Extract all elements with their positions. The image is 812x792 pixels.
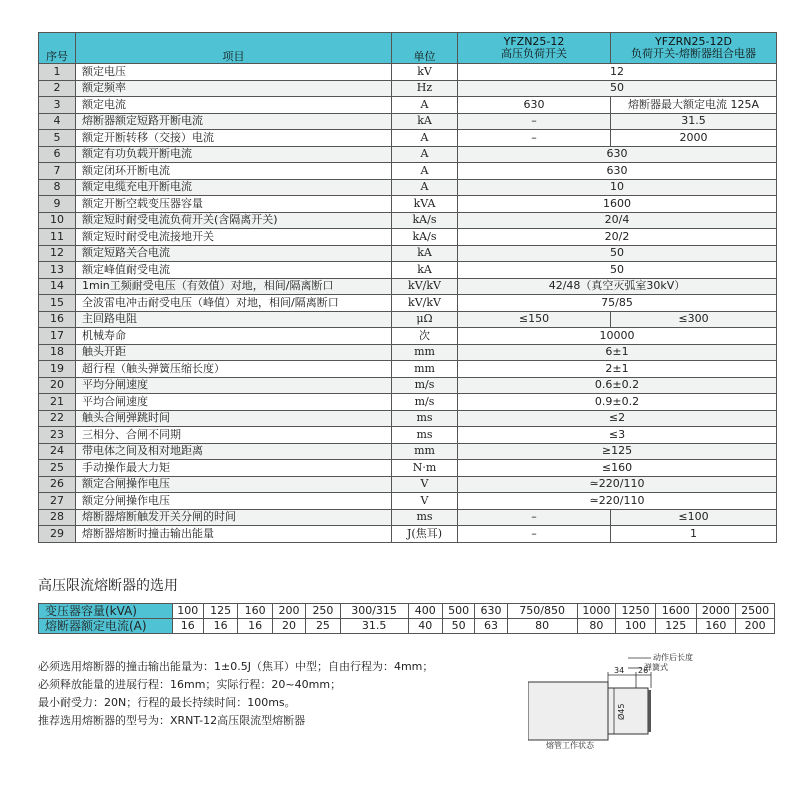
spec-header-row xyxy=(39,33,777,64)
row-number: 21 xyxy=(39,394,76,411)
header-col1-model: YFZN25-12 xyxy=(503,35,565,48)
row-item: 额定有功负载开断电流 xyxy=(76,146,392,163)
spec-row xyxy=(39,460,777,477)
row-item: 额定短时耐受电流接地开关 xyxy=(76,229,392,246)
row-item: 额定合闸操作电压 xyxy=(76,476,392,493)
spec-row xyxy=(39,443,777,460)
row-value-common: 6±1 xyxy=(458,344,777,361)
header-col2-desc: 负荷开关-熔断器组合电器 xyxy=(631,47,756,60)
row-item: 额定分闸操作电压 xyxy=(76,493,392,510)
row-value-common: 20/4 xyxy=(458,212,777,229)
row-number: 14 xyxy=(39,278,76,295)
spec-row xyxy=(39,179,777,196)
row-number: 18 xyxy=(39,344,76,361)
note-line: 最小耐受力：20N；行程的最长持续时间：100ms。 xyxy=(38,696,296,709)
note-line: 必须选用熔断器的撞击输出能量为：1±0.5J（焦耳）中型；自由行程为：4mm； xyxy=(38,660,434,673)
row-number: 5 xyxy=(39,130,76,147)
notes xyxy=(38,658,433,730)
transformer-capacity-cell: 500 xyxy=(442,604,474,619)
row-item: 额定短路关合电流 xyxy=(76,245,392,262)
row-item: 手动操作最大力矩 xyxy=(76,460,392,477)
row-number: 8 xyxy=(39,179,76,196)
row-value-common: ≤3 xyxy=(458,427,777,444)
spec-row xyxy=(39,196,777,213)
row-number: 29 xyxy=(39,526,76,543)
row-unit: ms xyxy=(392,410,458,427)
row-item: 额定开断转移（交接）电流 xyxy=(76,130,392,147)
row-unit: A xyxy=(392,146,458,163)
row-item: 额定峰值耐受电流 xyxy=(76,262,392,279)
header-item: 项目 xyxy=(76,33,392,64)
fuse-current-cell: 100 xyxy=(616,619,656,634)
fuse-current-cell: 160 xyxy=(696,619,736,634)
spec-row xyxy=(39,80,777,97)
row-value-yfzrn: 熔断器最大额定电流 125A xyxy=(611,97,777,114)
row-item: 触头合闸弹跳时间 xyxy=(76,410,392,427)
row-item: 全波雷电冲击耐受电压（峰值）对地，相间/隔离断口 xyxy=(76,295,392,312)
row-number: 17 xyxy=(39,328,76,345)
spec-row xyxy=(39,344,777,361)
selection-row2-label: 熔断器额定电流(A) xyxy=(39,619,173,634)
selection-row-current xyxy=(39,619,775,634)
row-unit: kV/kV xyxy=(392,295,458,312)
fuse-current-cell: 80 xyxy=(577,619,616,634)
row-number: 10 xyxy=(39,212,76,229)
row-number: 2 xyxy=(39,80,76,97)
row-value-common: ≤2 xyxy=(458,410,777,427)
transformer-capacity-cell: 630 xyxy=(475,604,507,619)
fuse-current-cell: 25 xyxy=(306,619,340,634)
spec-row xyxy=(39,146,777,163)
fuse-current-cell: 16 xyxy=(238,619,272,634)
spec-row xyxy=(39,212,777,229)
row-value-yfzn: – xyxy=(458,526,611,543)
header-no: 序号 xyxy=(39,33,76,64)
row-value-common: 50 xyxy=(458,245,777,262)
row-number: 22 xyxy=(39,410,76,427)
transformer-capacity-cell: 125 xyxy=(203,604,237,619)
row-unit: kA/s xyxy=(392,229,458,246)
selection-title: 高压限流熔断器的选用 xyxy=(38,578,178,594)
spec-row xyxy=(39,377,777,394)
row-value-common: 75/85 xyxy=(458,295,777,312)
fuse-current-cell: 200 xyxy=(736,619,775,634)
header-unit: 单位 xyxy=(392,33,458,64)
row-value-yfzrn: ≤100 xyxy=(611,509,777,526)
row-unit: mm xyxy=(392,443,458,460)
row-number: 3 xyxy=(39,97,76,114)
spec-row xyxy=(39,64,777,81)
row-unit: m/s xyxy=(392,377,458,394)
row-value-common: 20/2 xyxy=(458,229,777,246)
row-unit: A xyxy=(392,97,458,114)
transformer-capacity-cell: 2500 xyxy=(736,604,775,619)
row-unit: V xyxy=(392,493,458,510)
transformer-capacity-cell: 300/315 xyxy=(340,604,408,619)
spec-row xyxy=(39,526,777,543)
header-col2-model: YFZRN25-12D xyxy=(655,35,732,48)
transformer-capacity-cell: 1600 xyxy=(655,604,696,619)
row-number: 20 xyxy=(39,377,76,394)
row-item: 1min工频耐受电压（有效值）对地，相间/隔离断口 xyxy=(76,278,392,295)
row-number: 1 xyxy=(39,64,76,81)
row-item: 触头开距 xyxy=(76,344,392,361)
row-unit: mm xyxy=(392,361,458,378)
transformer-capacity-cell: 160 xyxy=(238,604,272,619)
row-value-common: 50 xyxy=(458,80,777,97)
row-value-yfzn: 630 xyxy=(458,97,611,114)
row-number: 24 xyxy=(39,443,76,460)
spec-row xyxy=(39,328,777,345)
row-value-common: ≃220/110 xyxy=(458,476,777,493)
row-item: 额定短时耐受电流负荷开关(含隔离开关) xyxy=(76,212,392,229)
transformer-capacity-cell: 750/850 xyxy=(507,604,577,619)
spec-row xyxy=(39,394,777,411)
transformer-capacity-cell: 400 xyxy=(408,604,442,619)
row-item: 主回路电阻 xyxy=(76,311,392,328)
row-item: 额定电流 xyxy=(76,97,392,114)
fuse-current-cell: 80 xyxy=(507,619,577,634)
fuse-current-cell: 50 xyxy=(442,619,474,634)
row-value-yfzrn: 2000 xyxy=(611,130,777,147)
row-value-common: ≃220/110 xyxy=(458,493,777,510)
row-unit: kVA xyxy=(392,196,458,213)
row-value-common: 50 xyxy=(458,262,777,279)
spec-row xyxy=(39,427,777,444)
spec-row xyxy=(39,476,777,493)
row-value-common: 42/48（真空灭弧室30kV） xyxy=(458,278,777,295)
spec-row xyxy=(39,163,777,180)
row-item: 三相分、合闸不同期 xyxy=(76,427,392,444)
transformer-capacity-cell: 200 xyxy=(272,604,305,619)
row-unit: mm xyxy=(392,344,458,361)
transformer-capacity-cell: 2000 xyxy=(696,604,736,619)
row-unit: kA xyxy=(392,262,458,279)
spec-row xyxy=(39,278,777,295)
row-value-yfzn: – xyxy=(458,113,611,130)
header-col2 xyxy=(611,33,777,64)
row-item: 平均合闸速度 xyxy=(76,394,392,411)
row-value-common: 10000 xyxy=(458,328,777,345)
label-spring: 弹簧式 xyxy=(644,663,668,672)
row-item: 额定电压 xyxy=(76,64,392,81)
row-value-common: 2±1 xyxy=(458,361,777,378)
row-number: 27 xyxy=(39,493,76,510)
row-number: 28 xyxy=(39,509,76,526)
fuse-current-cell: 16 xyxy=(172,619,203,634)
header-col1 xyxy=(458,33,611,64)
row-unit: A xyxy=(392,130,458,147)
row-item: 额定电缆充电开断电流 xyxy=(76,179,392,196)
spec-table xyxy=(38,32,777,543)
dim-26: 26 xyxy=(638,666,649,675)
selection-table xyxy=(38,603,775,634)
spec-row xyxy=(39,262,777,279)
row-unit: kA/s xyxy=(392,212,458,229)
row-value-yfzrn: 31.5 xyxy=(611,113,777,130)
row-value-common: 630 xyxy=(458,146,777,163)
dim-34: 34 xyxy=(614,666,625,675)
row-unit: Hz xyxy=(392,80,458,97)
row-number: 13 xyxy=(39,262,76,279)
row-value-common: 12 xyxy=(458,64,777,81)
row-unit: kA xyxy=(392,245,458,262)
fuse-diagram xyxy=(528,650,708,750)
row-number: 9 xyxy=(39,196,76,213)
fuse-current-cell: 20 xyxy=(272,619,305,634)
row-unit: kV xyxy=(392,64,458,81)
row-value-common: ≥125 xyxy=(458,443,777,460)
row-number: 25 xyxy=(39,460,76,477)
note-line: 推荐选用熔断器的型号为：XRNT-12高压限流型熔断器 xyxy=(38,714,306,727)
row-value-yfzn: ≤150 xyxy=(458,311,611,328)
row-number: 7 xyxy=(39,163,76,180)
transformer-capacity-cell: 250 xyxy=(306,604,340,619)
row-item: 熔断器熔断时撞击输出能量 xyxy=(76,526,392,543)
spec-row xyxy=(39,493,777,510)
row-number: 19 xyxy=(39,361,76,378)
row-value-yfzrn: 1 xyxy=(611,526,777,543)
fuse-current-cell: 63 xyxy=(475,619,507,634)
row-number: 11 xyxy=(39,229,76,246)
selection-row-capacity xyxy=(39,604,775,619)
selection-row1-label: 变压器容量(kVA) xyxy=(39,604,173,619)
row-number: 26 xyxy=(39,476,76,493)
spec-row xyxy=(39,361,777,378)
row-number: 15 xyxy=(39,295,76,312)
row-unit: ms xyxy=(392,427,458,444)
spec-row xyxy=(39,113,777,130)
row-item: 平均分闸速度 xyxy=(76,377,392,394)
row-unit: kV/kV xyxy=(392,278,458,295)
fuse-current-cell: 40 xyxy=(408,619,442,634)
spec-row xyxy=(39,295,777,312)
row-item: 熔断器熔断触发开关分闸的时间 xyxy=(76,509,392,526)
row-unit: 次 xyxy=(392,328,458,345)
row-unit: A xyxy=(392,163,458,180)
label-after-length: 动作后长度 xyxy=(653,653,693,662)
spec-row xyxy=(39,97,777,114)
row-unit: N·m xyxy=(392,460,458,477)
row-number: 6 xyxy=(39,146,76,163)
row-number: 12 xyxy=(39,245,76,262)
row-number: 4 xyxy=(39,113,76,130)
row-item: 额定开断空载变压器容量 xyxy=(76,196,392,213)
row-item: 额定频率 xyxy=(76,80,392,97)
spec-row xyxy=(39,245,777,262)
row-number: 16 xyxy=(39,311,76,328)
row-item: 超行程（触头弹簧压缩长度） xyxy=(76,361,392,378)
row-item: 熔断器额定短路开断电流 xyxy=(76,113,392,130)
transformer-capacity-cell: 1250 xyxy=(616,604,656,619)
transformer-capacity-cell: 100 xyxy=(172,604,203,619)
row-value-yfzn: – xyxy=(458,509,611,526)
header-col1-desc: 高压负荷开关 xyxy=(501,47,567,60)
row-unit: m/s xyxy=(392,394,458,411)
diagram-caption: 熔管工作状态 xyxy=(546,741,594,750)
row-value-common: 630 xyxy=(458,163,777,180)
spec-row xyxy=(39,311,777,328)
row-value-common: ≤160 xyxy=(458,460,777,477)
spec-row xyxy=(39,410,777,427)
row-value-yfzn: – xyxy=(458,130,611,147)
spec-row xyxy=(39,229,777,246)
row-item: 额定闭环开断电流 xyxy=(76,163,392,180)
row-item: 机械寿命 xyxy=(76,328,392,345)
row-value-common: 10 xyxy=(458,179,777,196)
row-item: 带电体之间及相对地距离 xyxy=(76,443,392,460)
dim-diameter: Ø45 xyxy=(617,703,626,720)
row-unit: μΩ xyxy=(392,311,458,328)
row-value-common: 1600 xyxy=(458,196,777,213)
row-unit: A xyxy=(392,179,458,196)
fuse-current-cell: 16 xyxy=(203,619,237,634)
row-unit: kA xyxy=(392,113,458,130)
row-value-common: 0.9±0.2 xyxy=(458,394,777,411)
fuse-current-cell: 125 xyxy=(655,619,696,634)
row-value-common: 0.6±0.2 xyxy=(458,377,777,394)
striker-pin xyxy=(648,690,651,732)
row-value-yfzrn: ≤300 xyxy=(611,311,777,328)
transformer-capacity-cell: 1000 xyxy=(577,604,616,619)
fuse-current-cell: 31.5 xyxy=(340,619,408,634)
spec-row xyxy=(39,509,777,526)
row-unit: ms xyxy=(392,509,458,526)
fuse-tube xyxy=(528,682,608,740)
row-unit: V xyxy=(392,476,458,493)
spec-row xyxy=(39,130,777,147)
row-unit: J(焦耳) xyxy=(392,526,458,543)
note-line: 必须释放能量的进展行程：16mm；实际行程：20~40mm； xyxy=(38,678,342,691)
row-number: 23 xyxy=(39,427,76,444)
